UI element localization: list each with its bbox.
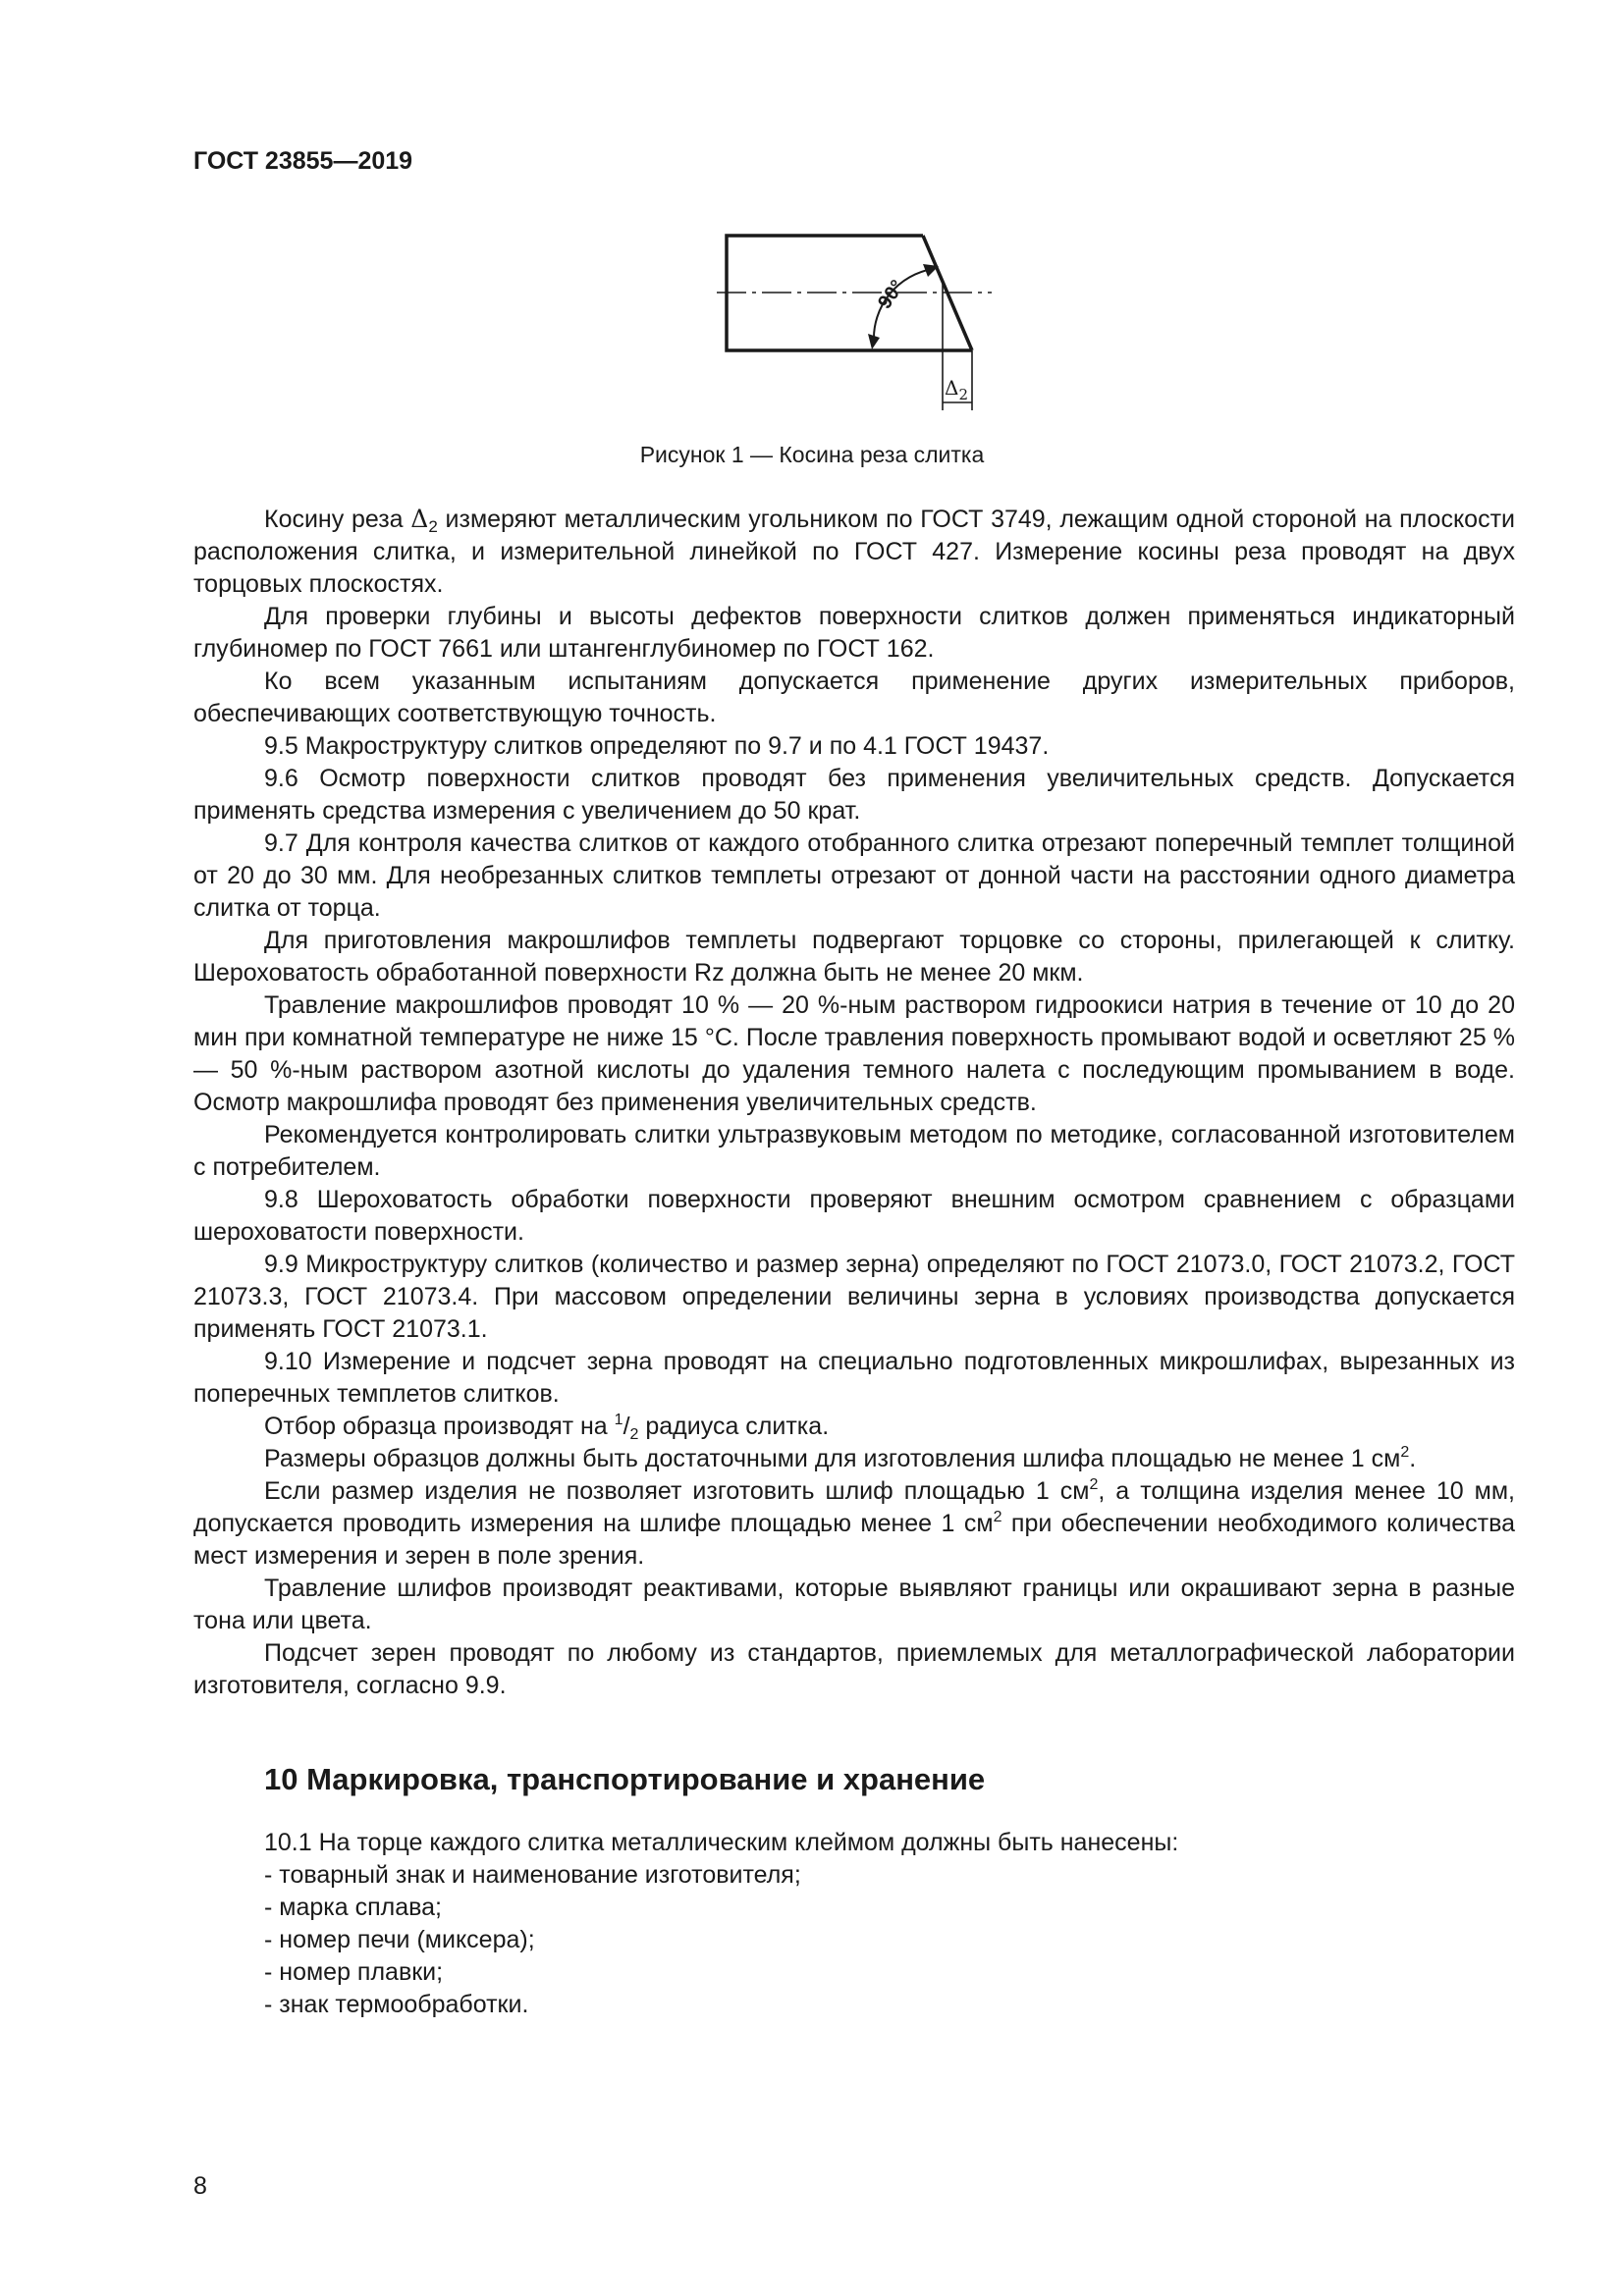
paragraph: Для проверки глубины и высоты дефектов поверхности слитков должен применяться индикаторный глубиномер по ГОСТ 7661 или штангенглубиномер по ГОСТ 162.: [193, 603, 1515, 663]
list-item: - номер печи (миксера);: [264, 1926, 535, 1953]
angle-label: 90°: [874, 276, 909, 313]
delta-label: $\Delta_2$: [945, 376, 968, 403]
list-item: - марка сплава;: [264, 1894, 442, 1921]
delta-index: 2: [958, 386, 968, 403]
section-10-title: 10 Маркировка, транспортирование и хранение: [264, 1762, 986, 1796]
arc-arrow-bottom: [868, 334, 880, 349]
list-item: - товарный знак и наименование изготовителя;: [264, 1861, 801, 1889]
page-number: 8: [193, 2172, 207, 2200]
paragraph: Травление шлифов производят реактивами, которые выявляют границы или окрашивают зерна в разные тона или цвета.: [193, 1575, 1515, 1634]
document-header: ГОСТ 23855—2019: [193, 147, 413, 175]
clause-9-10: 9.10 Измерение и подсчет зерна проводят на специально подготовленных микрошлифах, вырезанных из поперечных темплетов слитков.: [193, 1348, 1515, 1408]
paragraph: Размеры образцов должны быть достаточными для изготовления шлифа площадью не менее 1 $см^2$.: [264, 1444, 1417, 1472]
ingot-cut-figure: [687, 218, 1021, 414]
paragraph: Для приготовления макрошлифов темплеты подвергают торцовке со стороны, прилегающей к слитку. Шероховатость обработанной поверхности Rz должна быть не менее 20 мкм.: [193, 927, 1515, 987]
figure-caption: Рисунок 1 — Косина реза слитка: [639, 442, 985, 467]
delta-symbol: Δ: [410, 505, 429, 533]
clause-9-7: 9.7 Для контроля качества слитков от каждого отобранного слитка отрезают поперечный темплет толщиной от 20 до 30 мм. Для необрезанных слитков темплеты отрезают от донной части на расстоянии одного диаметра слитка от торца.: [193, 829, 1515, 922]
document-body: [193, 503, 1515, 2021]
paragraph: Если размер изделия не позволяет изготовить шлиф площадью 1 $см^2$, а толщина изделия менее 10 мм, допускается проводить измерения на шлифе площадью менее 1 $см^2$ при обеспечении необходимого количества мест измерения и зерен в поле зрения.: [193, 1476, 1515, 1570]
list-item: - знак термообработки.: [264, 1991, 529, 2018]
clause-9-5: 9.5 Макроструктуру слитков определяют по 9.7 и по 4.1 ГОСТ 19437.: [264, 732, 1050, 760]
paragraph: Травление макрошлифов проводят 10 % — 20 %-ным раствором гидроокиси натрия в течение от 10 до 20 мин при комнатной температуре не ниже 15 °С. После травления поверхность промывают водой и осветляют 25 % — 50 %-ным раствором азотной кислоты до удаления темного налета с последующим промыванием в воде. Осмотр макрошлифа проводят без применения увеличительных средств.: [193, 991, 1515, 1116]
clause-9-6: 9.6 Осмотр поверхности слитков проводят без применения увеличительных средств. Допускается применять средства измерения с увеличением до 50 крат.: [193, 765, 1515, 825]
paragraph: Подсчет зерен проводят по любому из стандартов, приемлемых для металлографической лаборатории изготовителя, согласно 9.9.: [193, 1639, 1515, 1699]
clause-9-8: 9.8 Шероховатость обработки поверхности проверяют внешним осмотром сравнением с образцами шероховатости поверхности.: [193, 1186, 1515, 1246]
paragraph: Отбор образца производят на $^1/_2$ радиуса слитка.: [264, 1412, 830, 1443]
clause-10-1: 10.1 На торце каждого слитка металлическим клеймом должны быть нанесены:: [264, 1829, 1179, 1856]
list-item: - номер плавки;: [264, 1958, 444, 1986]
clause-9-9: 9.9 Микроструктуру слитков (количество и размер зерна) определяют по ГОСТ 21073.0, ГОСТ 21073.2, ГОСТ 21073.3, ГОСТ 21073.4. При массовом определении величины зерна в условиях производства допускается применять ГОСТ 21073.1.: [193, 1251, 1515, 1343]
paragraph: Рекомендуется контролировать слитки ультразвуковым методом по методике, согласованной изготовителем с потребителем.: [193, 1121, 1515, 1181]
paragraph: Ко всем указанным испытаниям допускается применение других измерительных приборов, обеспечивающих соответствующую точность.: [193, 667, 1515, 727]
paragraph: Косину реза $\Delta_2$ измеряют металлическим угольником по ГОСТ 3749, лежащим одной стороной на плоскости расположения слитка, и измерительной линейкой по ГОСТ 427. Измерение косины реза проводят на двух торцовых плоскостях.: [193, 505, 1515, 598]
